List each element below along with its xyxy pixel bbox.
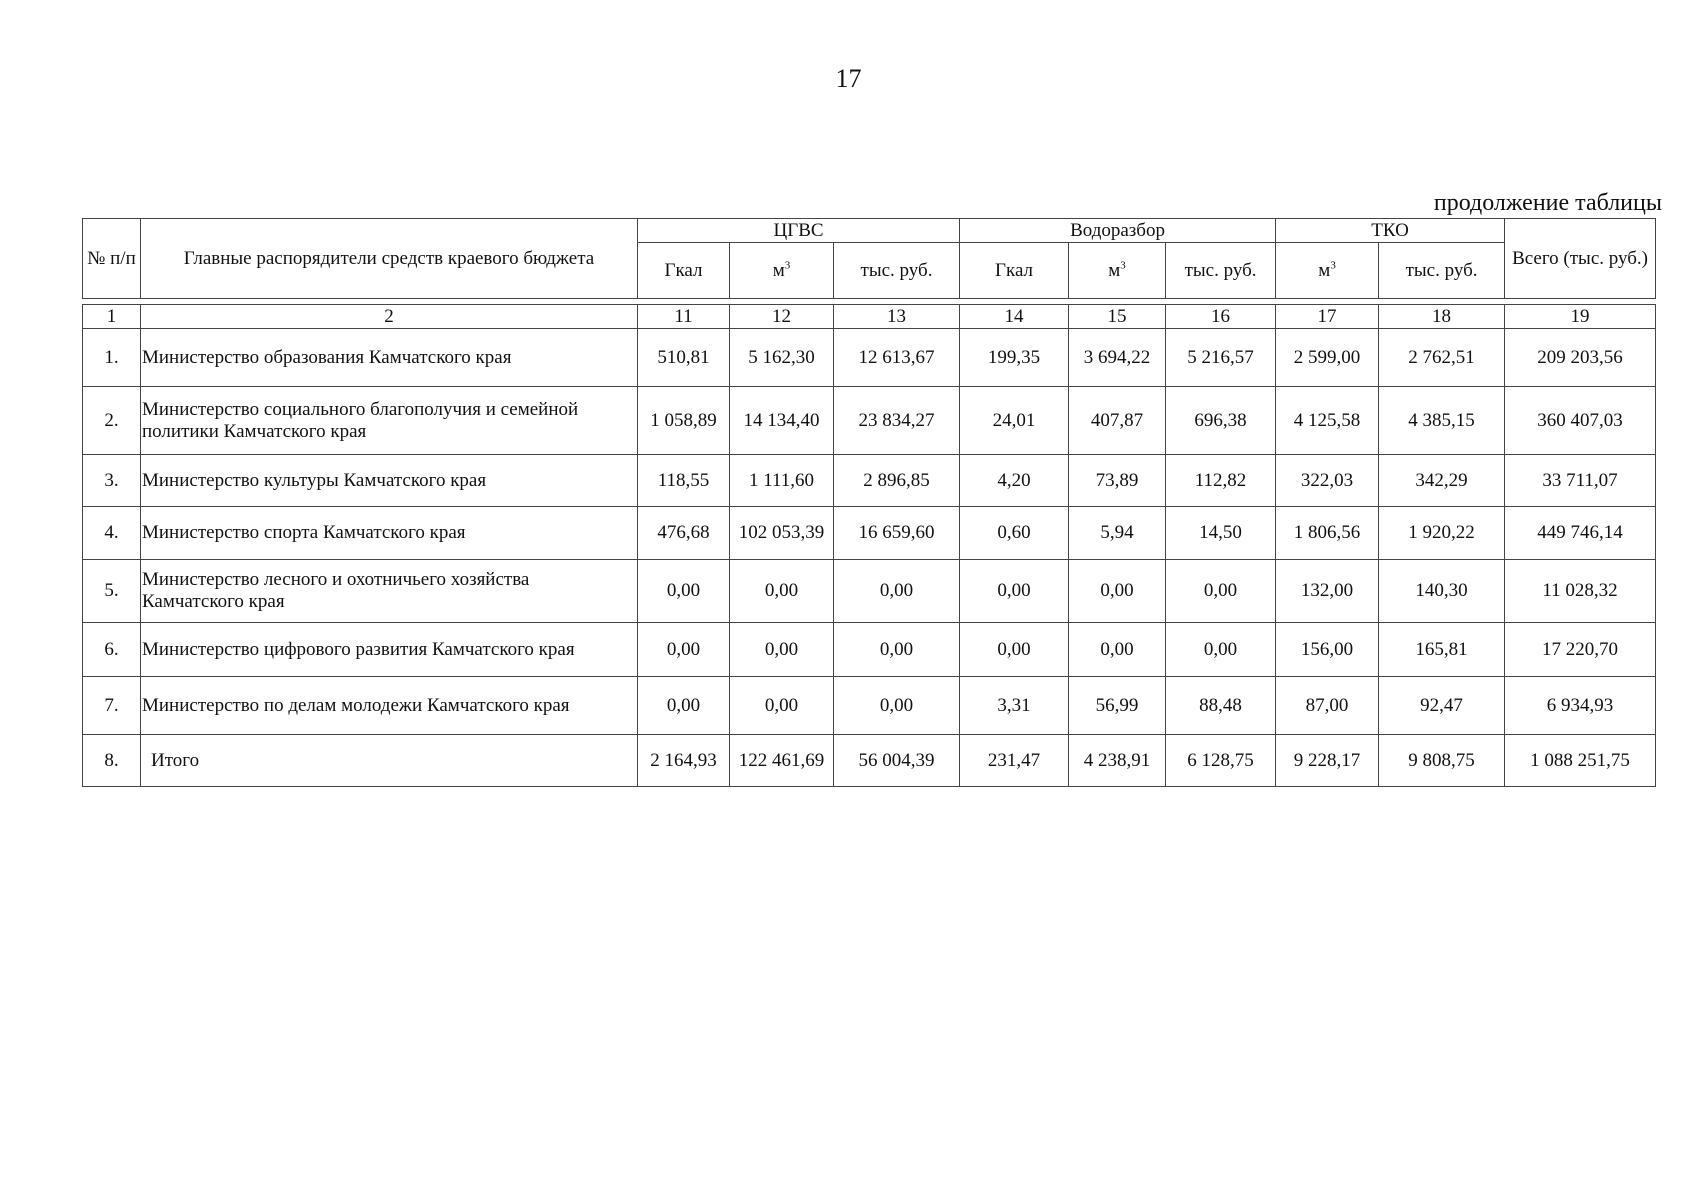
cell-value: 118,55	[638, 455, 730, 507]
table-row	[83, 507, 1656, 560]
cell-value: 199,35	[960, 329, 1069, 387]
column-number: 19	[1505, 305, 1656, 329]
table-row	[83, 677, 1656, 735]
cell-value: 0,00	[638, 623, 730, 677]
cell-value: 3,31	[960, 677, 1069, 735]
cell-value: 73,89	[1069, 455, 1166, 507]
cell-value: 1 111,60	[730, 455, 834, 507]
row-name: Итого	[141, 735, 638, 787]
cell-value: 112,82	[1166, 455, 1276, 507]
cell-value: 5 216,57	[1166, 329, 1276, 387]
cell-value: 1 058,89	[638, 387, 730, 455]
cell-value: 140,30	[1379, 560, 1505, 623]
cell-value: 165,81	[1379, 623, 1505, 677]
row-name: Министерство спорта Камчатского края	[141, 507, 638, 560]
cell-value: 0,00	[1166, 560, 1276, 623]
column-number: 14	[960, 305, 1069, 329]
table-row	[83, 560, 1656, 623]
header-unit: тыс. руб.	[834, 243, 960, 299]
column-number: 13	[834, 305, 960, 329]
column-number: 18	[1379, 305, 1505, 329]
page-number: 17	[835, 64, 862, 93]
row-name: Министерство цифрового развития Камчатского края	[141, 623, 638, 677]
column-number-row	[83, 305, 1656, 329]
header-unit: Гкал	[960, 243, 1069, 299]
cell-value: 56 004,39	[834, 735, 960, 787]
row-number: 7.	[83, 677, 141, 735]
row-number: 3.	[83, 455, 141, 507]
cell-value: 9 228,17	[1276, 735, 1379, 787]
header-num: № п/п	[83, 219, 141, 299]
header-group-tko: ТКО	[1276, 219, 1505, 243]
cell-value: 14,50	[1166, 507, 1276, 560]
cell-value: 0,00	[1069, 623, 1166, 677]
header-total: Всего (тыс. руб.)	[1505, 219, 1656, 299]
cell-value: 209 203,56	[1505, 329, 1656, 387]
row-number: 4.	[83, 507, 141, 560]
cell-value: 102 053,39	[730, 507, 834, 560]
row-name: Министерство образования Камчатского края	[141, 329, 638, 387]
cell-value: 33 711,07	[1505, 455, 1656, 507]
cell-value: 16 659,60	[834, 507, 960, 560]
cell-value: 2 164,93	[638, 735, 730, 787]
cell-value: 407,87	[1069, 387, 1166, 455]
cell-value: 2 896,85	[834, 455, 960, 507]
cell-value: 2 762,51	[1379, 329, 1505, 387]
table-continuation-label: продолжение таблицы	[1433, 190, 1662, 216]
table-row	[83, 455, 1656, 507]
cell-value: 3 694,22	[1069, 329, 1166, 387]
cell-value: 6 934,93	[1505, 677, 1656, 735]
column-number: 12	[730, 305, 834, 329]
header-unit: тыс. руб.	[1379, 243, 1505, 299]
cell-value: 0,00	[730, 677, 834, 735]
cell-value: 510,81	[638, 329, 730, 387]
row-number: 5.	[83, 560, 141, 623]
table-header	[82, 218, 1656, 299]
cell-value: 0,00	[638, 677, 730, 735]
cell-value: 87,00	[1276, 677, 1379, 735]
cell-value: 1 806,56	[1276, 507, 1379, 560]
cell-value: 0,00	[730, 623, 834, 677]
header-unit: $м^3$	[1276, 243, 1379, 299]
cell-value: 56,99	[1069, 677, 1166, 735]
cell-value: 132,00	[1276, 560, 1379, 623]
cell-value: 14 134,40	[730, 387, 834, 455]
data-table	[82, 304, 1656, 787]
row-number: 8.	[83, 735, 141, 787]
cell-value: 5,94	[1069, 507, 1166, 560]
header-unit: тыс. руб.	[1166, 243, 1276, 299]
cell-value: 231,47	[960, 735, 1069, 787]
cell-value: 12 613,67	[834, 329, 960, 387]
column-number: 15	[1069, 305, 1166, 329]
table-row	[83, 387, 1656, 455]
header-name: Главные распорядители средств краевого бюджета	[141, 219, 638, 299]
header-unit: $м^3$	[730, 243, 834, 299]
cell-value: 17 220,70	[1505, 623, 1656, 677]
row-name: Министерство лесного и охотничьего хозяйства Камчатского края	[141, 560, 638, 623]
cell-value: 6 128,75	[1166, 735, 1276, 787]
cell-value: 88,48	[1166, 677, 1276, 735]
table-row	[83, 735, 1656, 787]
cell-value: 5 162,30	[730, 329, 834, 387]
cell-value: 2 599,00	[1276, 329, 1379, 387]
cell-value: 696,38	[1166, 387, 1276, 455]
cell-value: 156,00	[1276, 623, 1379, 677]
cell-value: 4 125,58	[1276, 387, 1379, 455]
cell-value: 4 385,15	[1379, 387, 1505, 455]
cell-value: 92,47	[1379, 677, 1505, 735]
cell-value: 1 088 251,75	[1505, 735, 1656, 787]
cell-value: 11 028,32	[1505, 560, 1656, 623]
cell-value: 0,00	[834, 677, 960, 735]
header-group-cgvs: ЦГВС	[638, 219, 960, 243]
row-number: 1.	[83, 329, 141, 387]
header-unit: Гкал	[638, 243, 730, 299]
cell-value: 0,00	[960, 623, 1069, 677]
cell-value: 0,00	[638, 560, 730, 623]
table-row	[83, 329, 1656, 387]
cell-value: 9 808,75	[1379, 735, 1505, 787]
column-number: 1	[83, 305, 141, 329]
header-group-vodorazbor: Водоразбор	[960, 219, 1276, 243]
column-number: 2	[141, 305, 638, 329]
table-row	[83, 623, 1656, 677]
cell-value: 1 920,22	[1379, 507, 1505, 560]
row-number: 2.	[83, 387, 141, 455]
cell-value: 0,00	[730, 560, 834, 623]
row-name: Министерство социального благополучия и семейной политики Камчатского края	[141, 387, 638, 455]
cell-value: 342,29	[1379, 455, 1505, 507]
cell-value: 23 834,27	[834, 387, 960, 455]
cell-value: 4,20	[960, 455, 1069, 507]
cell-value: 0,00	[834, 560, 960, 623]
column-number: 11	[638, 305, 730, 329]
row-number: 6.	[83, 623, 141, 677]
header-unit: $м^3$	[1069, 243, 1166, 299]
cell-value: 122 461,69	[730, 735, 834, 787]
cell-value: 0,00	[1166, 623, 1276, 677]
column-number: 17	[1276, 305, 1379, 329]
column-number: 16	[1166, 305, 1276, 329]
cell-value: 0,60	[960, 507, 1069, 560]
cell-value: 449 746,14	[1505, 507, 1656, 560]
cell-value: 360 407,03	[1505, 387, 1656, 455]
cell-value: 322,03	[1276, 455, 1379, 507]
cell-value: 24,01	[960, 387, 1069, 455]
cell-value: 0,00	[960, 560, 1069, 623]
cell-value: 4 238,91	[1069, 735, 1166, 787]
cell-value: 476,68	[638, 507, 730, 560]
cell-value: 0,00	[1069, 560, 1166, 623]
row-name: Министерство по делам молодежи Камчатского края	[141, 677, 638, 735]
cell-value: 0,00	[834, 623, 960, 677]
row-name: Министерство культуры Камчатского края	[141, 455, 638, 507]
